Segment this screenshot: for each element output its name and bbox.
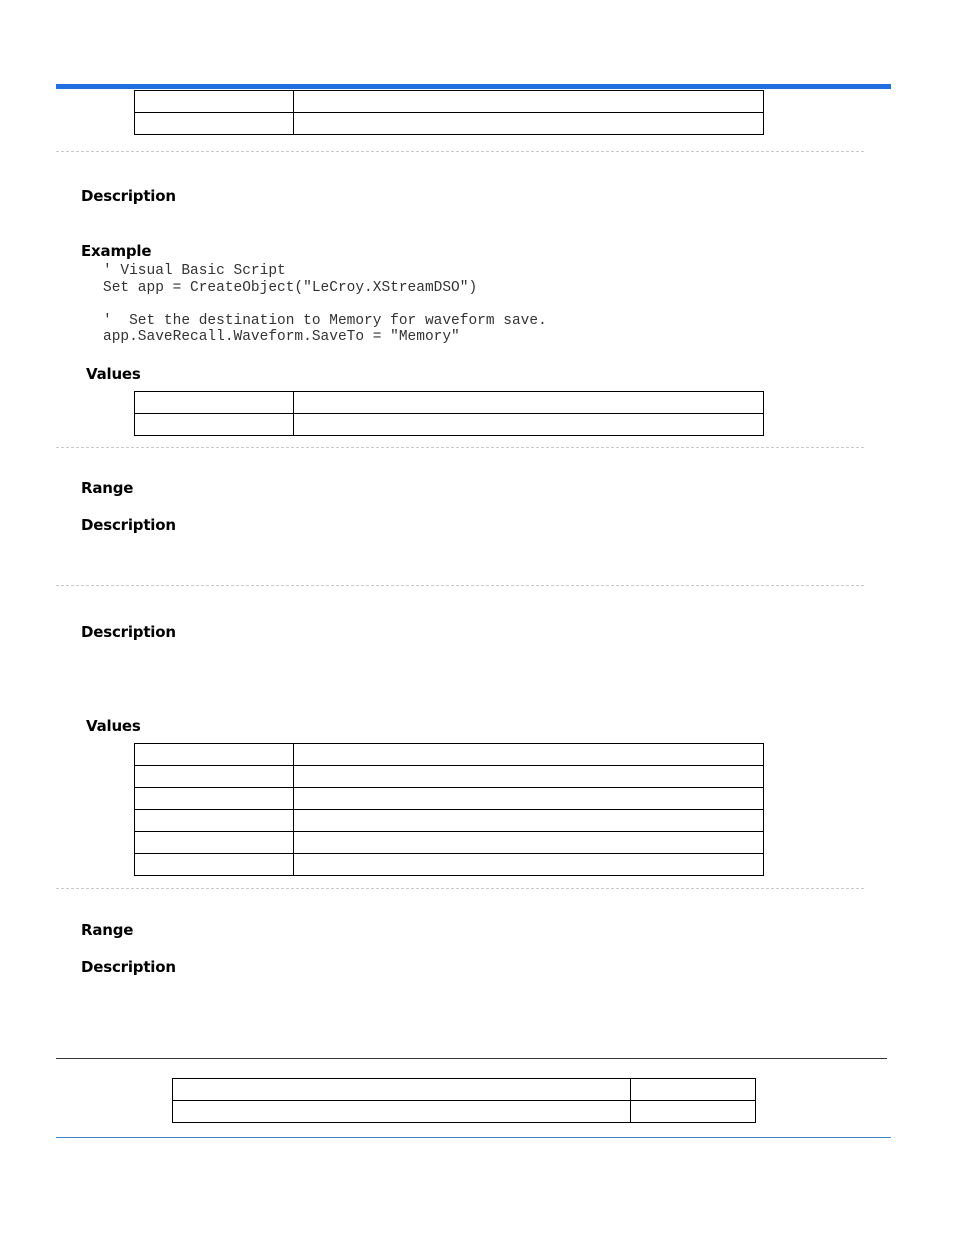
- description-heading: Description: [81, 623, 176, 641]
- table-cell: [631, 1079, 756, 1101]
- table-cell: [294, 832, 764, 854]
- table-cell: [294, 810, 764, 832]
- table-row: [135, 788, 764, 810]
- table-row: [135, 392, 764, 414]
- table-cell: [631, 1101, 756, 1123]
- table-row: [135, 766, 764, 788]
- table-cell: [135, 392, 294, 414]
- table-cell: [173, 1079, 631, 1101]
- table-cell: [294, 854, 764, 876]
- table-cell: [294, 113, 764, 135]
- range-heading: Range: [81, 921, 134, 939]
- values-table: [134, 391, 764, 436]
- section-divider: [56, 888, 864, 889]
- example-code-block: [103, 263, 547, 346]
- table-cell: [135, 744, 294, 766]
- code-line: Set app = CreateObject("LeCroy.XStreamDSO"): [103, 279, 478, 296]
- range-heading: Range: [81, 479, 134, 497]
- table-cell: [135, 788, 294, 810]
- table-cell: [294, 392, 764, 414]
- footer-table: [172, 1078, 756, 1123]
- table-cell: [294, 414, 764, 436]
- table-row: [135, 810, 764, 832]
- table-cell: [294, 766, 764, 788]
- table-cell: [135, 766, 294, 788]
- table-cell: [135, 832, 294, 854]
- footer-rule: [56, 1058, 887, 1059]
- table-cell: [135, 810, 294, 832]
- section-divider: [56, 585, 864, 586]
- table-row: [173, 1079, 756, 1101]
- table-cell: [294, 788, 764, 810]
- section-divider: [56, 151, 864, 152]
- table-row: [135, 414, 764, 436]
- values-heading: Values: [86, 365, 141, 383]
- property-table-top: [134, 90, 764, 135]
- table-cell: [294, 744, 764, 766]
- values-table: [134, 743, 764, 876]
- table-row: [173, 1101, 756, 1123]
- code-line-blank: [103, 296, 547, 313]
- table-cell: [294, 91, 764, 113]
- bottom-rule: [56, 1137, 891, 1138]
- table-row: [135, 832, 764, 854]
- section-divider: [56, 447, 864, 448]
- table-cell: [173, 1101, 631, 1123]
- code-line: ' Visual Basic Script: [103, 263, 286, 279]
- example-heading: Example: [81, 242, 152, 260]
- table-cell: [135, 414, 294, 436]
- table-row: [135, 91, 764, 113]
- code-line: ' Set the destination to Memory for waveform save.: [103, 312, 547, 329]
- values-heading: Values: [86, 717, 141, 735]
- table-row: [135, 744, 764, 766]
- table-cell: [135, 854, 294, 876]
- table-cell: [135, 113, 294, 135]
- table-cell: [135, 91, 294, 113]
- description-heading: Description: [81, 516, 176, 534]
- code-line: app.SaveRecall.Waveform.SaveTo = "Memory": [103, 329, 460, 345]
- description-heading: Description: [81, 958, 176, 976]
- header-accent-bar: [56, 84, 891, 89]
- table-row: [135, 854, 764, 876]
- table-row: [135, 113, 764, 135]
- description-heading: Description: [81, 187, 176, 205]
